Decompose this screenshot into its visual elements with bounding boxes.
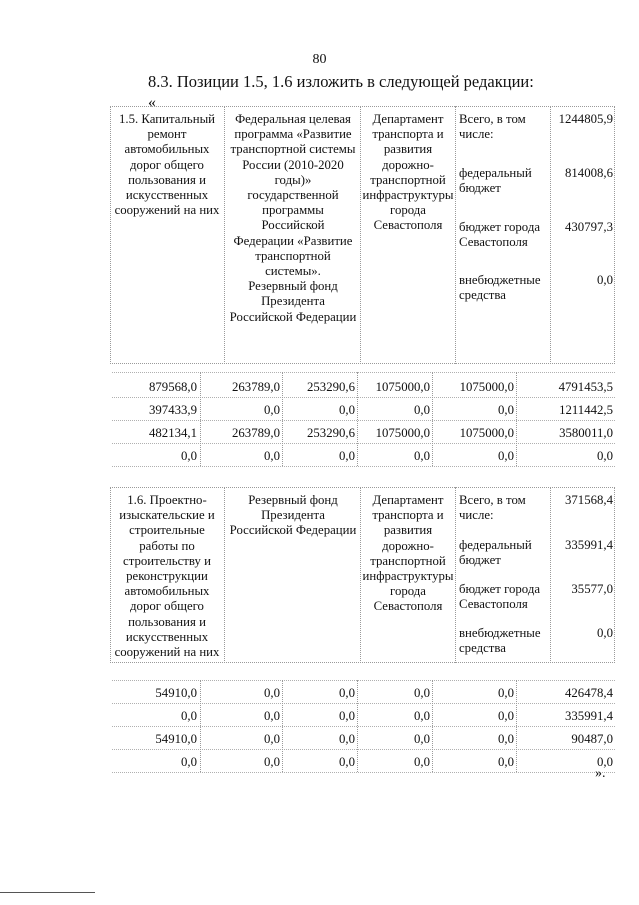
funding-total: 430797,3 bbox=[565, 220, 613, 234]
row-divider bbox=[112, 466, 615, 467]
funding-total: 1244805,9 bbox=[558, 112, 613, 126]
amount-cell: 0,0 bbox=[264, 732, 280, 746]
funding-total: 371568,4 bbox=[565, 493, 613, 507]
amount-cell: 253290,6 bbox=[307, 426, 355, 440]
amount-cell: 335991,4 bbox=[565, 709, 613, 723]
amount-cell: 0,0 bbox=[181, 709, 197, 723]
position-name: 1.5. Капитальный ремонт автомобильных дорог общего пользования и искусственных сооружений на них bbox=[114, 112, 220, 218]
row-divider bbox=[112, 749, 615, 750]
funding-source-label: федеральный бюджет bbox=[459, 538, 532, 568]
position-name: 1.6. Проектно- изыскательские и строительные работы по строительству и реконструкции автомобильных дорог общего пользования и искусственных сооружений на них bbox=[114, 493, 220, 660]
row-divider bbox=[112, 397, 615, 398]
row-divider bbox=[112, 443, 615, 444]
executor-name: Департамент транспорта и развития дорожно- транспортной инфраструктуры города Севастополя bbox=[362, 493, 454, 614]
column-divider bbox=[455, 487, 456, 663]
closing-quote: ». bbox=[595, 766, 606, 781]
amount-cell: 0,0 bbox=[181, 449, 197, 463]
amount-cell: 0,0 bbox=[498, 686, 514, 700]
amount-cell: 0,0 bbox=[339, 732, 355, 746]
amount-cell: 0,0 bbox=[414, 403, 430, 417]
amount-cell: 0,0 bbox=[264, 709, 280, 723]
amount-cell: 0,0 bbox=[339, 449, 355, 463]
amount-cell: 0,0 bbox=[264, 755, 280, 769]
amount-cell: 0,0 bbox=[339, 403, 355, 417]
amount-cell: 1211442,5 bbox=[559, 403, 613, 417]
amount-cell: 397433,9 bbox=[149, 403, 197, 417]
amount-cell: 1075000,0 bbox=[375, 426, 430, 440]
amount-cell: 0,0 bbox=[414, 709, 430, 723]
amount-cell: 0,0 bbox=[264, 403, 280, 417]
amount-cell: 0,0 bbox=[414, 732, 430, 746]
amount-cell: 3580011,0 bbox=[559, 426, 613, 440]
funding-total: 35577,0 bbox=[571, 582, 613, 596]
amount-cell: 253290,6 bbox=[307, 380, 355, 394]
amount-cell: 1075000,0 bbox=[459, 380, 514, 394]
amount-cell: 0,0 bbox=[498, 403, 514, 417]
amount-cell: 1075000,0 bbox=[459, 426, 514, 440]
funding-source-label: внебюджетные средства bbox=[459, 626, 541, 656]
amount-cell: 0,0 bbox=[181, 755, 197, 769]
amount-cell: 263789,0 bbox=[232, 426, 280, 440]
funding-total: 0,0 bbox=[597, 273, 613, 287]
funding-source-label: внебюджетные средства bbox=[459, 273, 541, 303]
amount-cell: 4791453,5 bbox=[558, 380, 613, 394]
funding-total: 814008,6 bbox=[565, 166, 613, 180]
amount-cell: 0,0 bbox=[414, 755, 430, 769]
row-divider bbox=[112, 372, 615, 373]
amount-cell: 0,0 bbox=[498, 755, 514, 769]
funding-source-label: Всего, в том числе: bbox=[459, 493, 526, 523]
amount-cell: 0,0 bbox=[414, 686, 430, 700]
amount-cell: 0,0 bbox=[498, 449, 514, 463]
section-heading: 8.3. Позиции 1.5, 1.6 изложить в следующей редакции: bbox=[148, 72, 534, 91]
amount-cell: 263789,0 bbox=[232, 380, 280, 394]
opening-quote: « bbox=[148, 94, 156, 111]
row-divider bbox=[112, 772, 615, 773]
funding-total: 0,0 bbox=[597, 626, 613, 640]
amount-cell: 0,0 bbox=[498, 732, 514, 746]
funding-source-label: федеральный бюджет bbox=[459, 166, 532, 196]
amount-cell: 0,0 bbox=[264, 686, 280, 700]
row-divider bbox=[112, 420, 615, 421]
amount-cell: 54910,0 bbox=[155, 686, 197, 700]
column-divider bbox=[224, 487, 225, 663]
amount-cell: 1075000,0 bbox=[375, 380, 430, 394]
amount-cell: 0,0 bbox=[597, 755, 613, 769]
row-divider bbox=[112, 726, 615, 727]
amount-cell: 54910,0 bbox=[155, 732, 197, 746]
amount-cell: 0,0 bbox=[264, 449, 280, 463]
footer-rule bbox=[0, 892, 95, 893]
amount-cell: 0,0 bbox=[339, 755, 355, 769]
funding-source-label: бюджет города Севастополя bbox=[459, 220, 541, 250]
row-divider bbox=[112, 703, 615, 704]
column-divider bbox=[224, 106, 225, 364]
funding-total: 335991,4 bbox=[565, 538, 613, 552]
funding-source-label: Всего, в том числе: bbox=[459, 112, 526, 142]
amount-cell: 482134,1 bbox=[149, 426, 197, 440]
amount-cell: 879568,0 bbox=[149, 380, 197, 394]
amount-cell: 0,0 bbox=[597, 449, 613, 463]
funding-source-label: бюджет города Севастополя bbox=[459, 582, 541, 612]
page-number: 80 bbox=[312, 52, 327, 67]
amount-cell: 0,0 bbox=[339, 709, 355, 723]
amount-cell: 0,0 bbox=[498, 709, 514, 723]
row-divider bbox=[112, 680, 615, 681]
amount-cell: 0,0 bbox=[339, 686, 355, 700]
amount-cell: 426478,4 bbox=[565, 686, 613, 700]
program-name: Резервный фонд Президента Российской Федерации bbox=[229, 493, 357, 538]
executor-name: Департамент транспорта и развития дорожно- транспортной инфраструктуры города Севастополя bbox=[362, 112, 454, 233]
program-name: Федеральная целевая программа «Развитие транспортной системы России (2010-2020 годы)» государственной программы Российской Федерации «Развитие транспортной системы». Резервный фонд Президента Российской Федерации bbox=[229, 112, 357, 324]
amount-cell: 0,0 bbox=[414, 449, 430, 463]
column-divider bbox=[455, 106, 456, 364]
amount-cell: 90487,0 bbox=[571, 732, 613, 746]
